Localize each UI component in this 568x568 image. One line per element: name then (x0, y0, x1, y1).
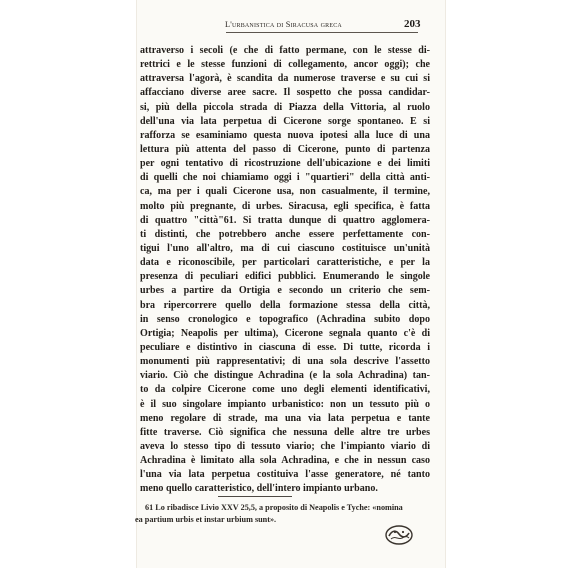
body-line: attraverso i secoli (e che di fatto permane, con le stesse di- (140, 45, 430, 56)
body-line: per ogni tentativo di ricostruzione dell'ubicazione e dei limiti (140, 158, 430, 170)
body-line: rafforza se esaminiamo questa nuova ipotesi alla luce di una (140, 129, 430, 141)
body-line: affacciano diverse aree sacre. Il sospetto che possa candidar- (140, 87, 430, 99)
page-number: 203 (404, 18, 421, 30)
body-line: è il suo singolare impianto urbanistico: non un tessuto più o (140, 398, 430, 410)
publisher-ornament-icon (384, 524, 414, 546)
body-line: viario. Ciò che distingue Achradina (e la sola Achradina) tan- (140, 370, 430, 382)
body-line: in senso cronologico e topografico (Achradina subito dopo (140, 313, 430, 325)
body-text (140, 44, 430, 497)
body-line: dell'una via lata perpetua di Cicerone sorge spontaneo. E si (140, 115, 430, 127)
body-line: peculiare e distintivo in ciascuna di esse. Di tutte, ricorda i (140, 341, 430, 353)
body-line: ca, ma per i quali Cicerone usa, non casualmente, il termine, (140, 186, 430, 198)
body-line: bra ripercorrere quello della formazione stessa della città, (140, 299, 430, 311)
body-line: meno regolare di strade, ma una via lata perpetua e tante (140, 412, 430, 424)
body-line: Ortigia; Neapolis per ultima), Cicerone segnala quanto c'è di (140, 327, 430, 339)
body-line: aveva lo stesso tipo di tessuto viario; che l'impianto viario di (140, 440, 430, 452)
body-line: monumenti più rappresentativi; di una sola descrive l'assetto (140, 356, 430, 368)
body-line: data e riconoscibile, per particolari caratteristiche, e per la (140, 257, 430, 269)
body-line: di quelli che noi chiamiamo oggi i "quartieri" della città anti- (140, 172, 430, 184)
body-line: molto più pregnante, di urbes. Siracusa, egli specifica, è fatta (140, 200, 430, 212)
body-line: Achradina è limitato alla sola Achradina, e che in nessun caso (140, 455, 430, 467)
footnote (135, 502, 427, 526)
body-line: fitte traverse. Ciò significa che nessuna delle altre tre urbes (140, 426, 430, 438)
header-rule (226, 32, 418, 33)
body-line: meno quello caratteristico, dell'intero impianto urbano. (140, 483, 378, 495)
body-line: presenza di peculiari edifici pubblici. Enumerando le singole (140, 271, 430, 283)
body-line: ti distinti, che potrebbero anche essere perfettamente con- (140, 228, 430, 240)
body-line: di quattro "città"61. Si tratta dunque di quattro agglomera- (140, 214, 430, 226)
footnote-line: 61 Lo ribadisce Livio XXV 25,5, a proposito di Neapolis e Tyche: «nomina (145, 503, 403, 512)
footnote-line: ea partium urbis et instar urbium sunt». (135, 515, 277, 524)
body-line: l'una via lata perpetua costituiva l'asse generatore, né tanto (140, 469, 430, 481)
body-line: urbes a partire da Ortigia e secondo un criterio che sem- (140, 285, 430, 297)
footnote-rule (218, 496, 292, 497)
body-line: lettura più attenta del passo di Cicerone, punto di partenza (140, 143, 430, 155)
body-line: rettrici e le stesse funzioni di collegamento, ancor oggi); che (140, 59, 430, 71)
running-title: L'urbanistica di Siracusa greca (225, 20, 342, 29)
body-line: attraversa l'agorà, è scandita da numerose traverse e su cui si (140, 73, 430, 85)
body-line: tigui l'uno all'altro, ma di cui ciascuno costituisce un'unità (140, 242, 430, 254)
body-line: to da colpire Cicerone come uno degli elementi identificativi, (140, 384, 430, 396)
body-line: si, più della piccola strada di Piazza della Vittoria, al ruolo (140, 101, 430, 113)
